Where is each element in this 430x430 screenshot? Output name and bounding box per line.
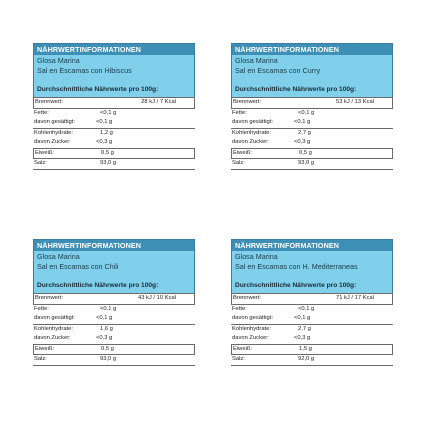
row-value: 1,2 g <box>100 129 113 136</box>
product-name: Sal en Escamas con Chili <box>37 262 119 271</box>
row-value: 92,0 g <box>298 356 315 362</box>
row-value: <0,1 g <box>96 315 113 321</box>
row-label: davon gesättigt: <box>34 119 75 125</box>
row-label: Eiweiß: <box>233 345 253 352</box>
row-salt <box>231 158 393 169</box>
row-label: Salz: <box>34 160 47 166</box>
row-label: davon Zucker: <box>34 335 71 341</box>
row-label: Kohlenhydrate: <box>232 325 271 332</box>
row-label: Salz: <box>34 356 47 362</box>
row-value: <0,1 g <box>100 109 117 116</box>
per-100g-subtitle: Durchschnittliche Nährwerte pro 100g: <box>37 282 159 289</box>
row-value: 1,5 g <box>299 345 312 352</box>
row-label: davon Zucker: <box>232 335 269 341</box>
nutrition-label-chili <box>33 239 195 366</box>
nutrition-table <box>231 293 393 366</box>
row-salt <box>33 354 195 365</box>
row-value: 71 kJ / 17 Kcal <box>335 295 374 301</box>
row-label: Salz: <box>232 160 245 166</box>
row-value: <0,1 g <box>100 305 117 312</box>
row-value: <0,1 g <box>294 119 311 125</box>
row-fat <box>33 304 195 315</box>
label-title-block <box>33 55 195 97</box>
row-sugar <box>231 334 393 344</box>
row-value: 0,5 g <box>299 149 312 156</box>
row-salt <box>231 354 393 365</box>
nutrition-label-curry <box>231 43 393 170</box>
per-100g-subtitle: Durchschnittliche Nährwerte pro 100g: <box>235 282 357 289</box>
row-label: Fette: <box>232 109 247 116</box>
row-value: 1,6 g <box>100 325 113 332</box>
brand-name: Glosa Marina <box>235 252 278 261</box>
row-value: 53 kJ / 13 Kcal <box>335 99 374 105</box>
row-energy <box>231 97 393 108</box>
label-header: NÄHRWERTINFORMATIONEN <box>231 43 393 55</box>
row-fat <box>231 108 393 119</box>
row-saturated <box>33 314 195 324</box>
row-value: 28 kJ / 7 Kcal <box>141 99 176 105</box>
row-label: Kohlenhydrate: <box>232 129 271 136</box>
row-label: Brennwert: <box>35 99 64 105</box>
row-sugar <box>33 334 195 344</box>
label-header: NÄHRWERTINFORMATIONEN <box>231 239 393 251</box>
label-title-block <box>33 251 195 293</box>
row-energy <box>33 293 195 304</box>
nutrition-label-mediterraneas <box>231 239 393 366</box>
product-name: Sal en Escamas con Curry <box>235 66 321 75</box>
row-salt <box>33 158 195 169</box>
row-label: Kohlenhydrate: <box>34 325 73 332</box>
nutrition-table <box>33 97 195 170</box>
row-protein <box>33 344 195 355</box>
row-value: <0,1 g <box>298 305 315 312</box>
row-value: <0,3 g <box>294 139 311 145</box>
row-saturated <box>231 118 393 128</box>
row-value: 0,5 g <box>101 149 114 156</box>
product-name: Sal en Escamas con H. Mediterraneas <box>235 262 358 271</box>
per-100g-subtitle: Durchschnittliche Nährwerte pro 100g: <box>235 86 357 93</box>
row-value: <0,1 g <box>294 315 311 321</box>
row-value: <0,1 g <box>298 109 315 116</box>
row-sugar <box>231 138 393 148</box>
row-label: Brennwert: <box>233 295 262 301</box>
row-label: davon Zucker: <box>232 139 269 145</box>
row-label: Brennwert: <box>35 295 64 301</box>
row-protein <box>33 148 195 159</box>
row-label: Eiweiß: <box>35 345 55 352</box>
nutrition-table <box>231 97 393 170</box>
row-label: Fette: <box>232 305 247 312</box>
per-100g-subtitle: Durchschnittliche Nährwerte pro 100g: <box>37 86 159 93</box>
row-label: Fette: <box>34 109 49 116</box>
row-saturated <box>231 314 393 324</box>
label-header: NÄHRWERTINFORMATIONEN <box>33 43 195 55</box>
row-value: 93,0 g <box>100 160 117 166</box>
row-fat <box>33 108 195 119</box>
row-saturated <box>33 118 195 128</box>
product-name: Sal en Escamas con Hibiscus <box>37 66 132 75</box>
row-value: <0,3 g <box>294 335 311 341</box>
row-label: Fette: <box>34 305 49 312</box>
row-label: davon gesättigt: <box>232 315 273 321</box>
row-energy <box>231 293 393 304</box>
brand-name: Glosa Marina <box>37 252 80 261</box>
row-value: 0,5 g <box>101 345 114 352</box>
row-value: 93,0 g <box>100 356 117 362</box>
row-carbs <box>231 324 393 335</box>
row-value: 43 kJ / 10 Kcal <box>137 295 176 301</box>
row-value: <0,1 g <box>96 119 113 125</box>
row-label: Salz: <box>232 356 245 362</box>
row-value: <0,3 g <box>96 335 113 341</box>
row-label: Brennwert: <box>233 99 262 105</box>
row-label: davon gesättigt: <box>232 119 273 125</box>
row-fat <box>231 304 393 315</box>
row-protein <box>231 148 393 159</box>
row-sugar <box>33 138 195 148</box>
brand-name: Glosa Marina <box>37 56 80 65</box>
row-protein <box>231 344 393 355</box>
brand-name: Glosa Marina <box>235 56 278 65</box>
row-carbs <box>231 128 393 139</box>
row-label: Eiweiß: <box>35 149 55 156</box>
row-carbs <box>33 128 195 139</box>
row-label: davon gesättigt: <box>34 315 75 321</box>
nutrition-table <box>33 293 195 366</box>
row-value: 2,7 g <box>298 325 311 332</box>
row-label: Eiweiß: <box>233 149 253 156</box>
nutrition-label-hibiscus <box>33 43 195 170</box>
label-header: NÄHRWERTINFORMATIONEN <box>33 239 195 251</box>
row-value: 2,7 g <box>298 129 311 136</box>
row-energy <box>33 97 195 108</box>
row-carbs <box>33 324 195 335</box>
label-title-block <box>231 251 393 293</box>
row-label: Kohlenhydrate: <box>34 129 73 136</box>
row-label: davon Zucker: <box>34 139 71 145</box>
row-value: <0,3 g <box>96 139 113 145</box>
row-value: 93,0 g <box>298 160 315 166</box>
label-title-block <box>231 55 393 97</box>
